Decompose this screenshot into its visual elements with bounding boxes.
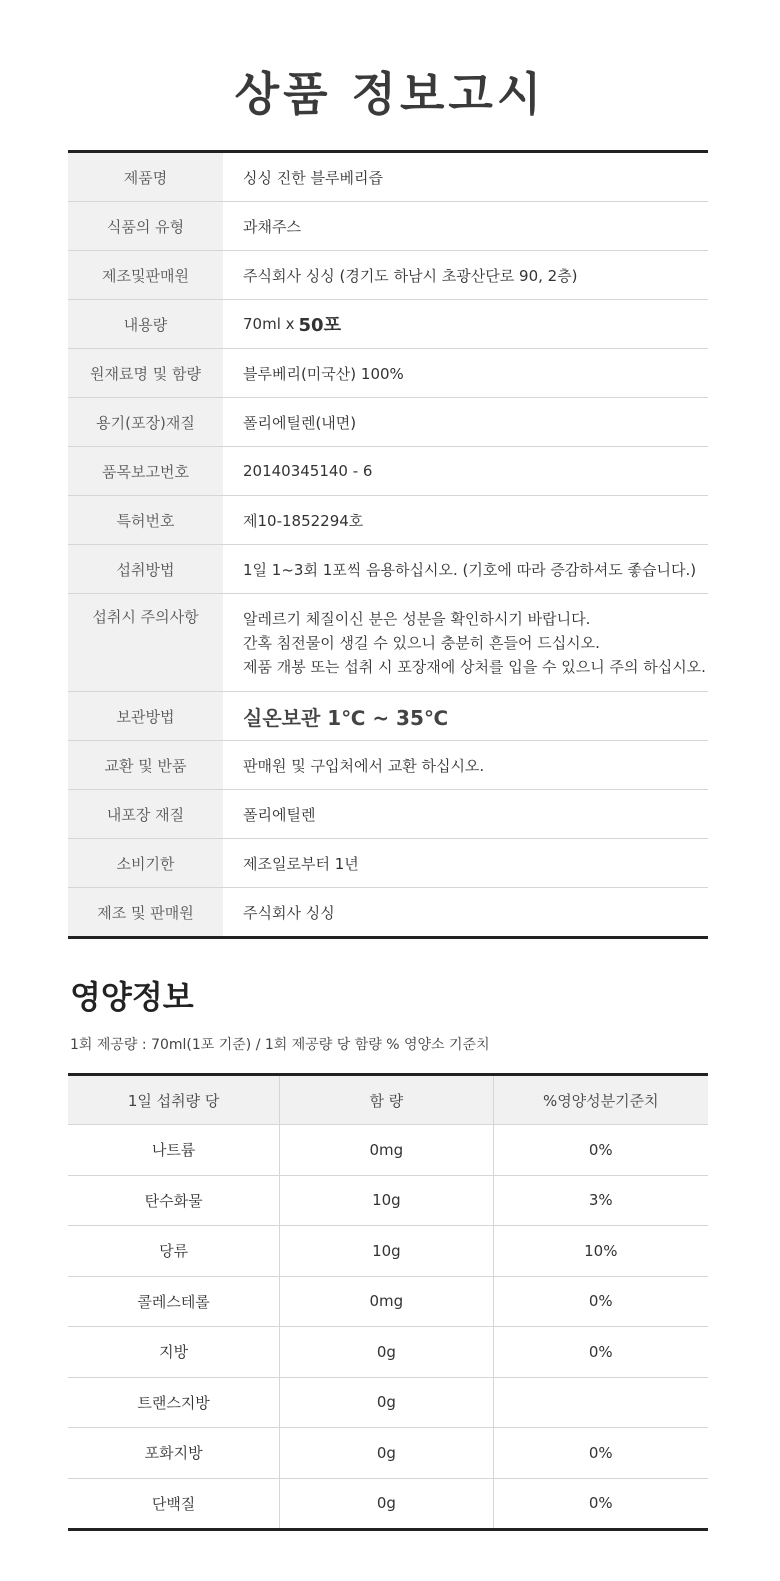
table-header-row [68, 1075, 708, 1125]
info-row [68, 398, 708, 447]
info-label: 용기(포장)재질 [68, 398, 223, 446]
nutrition-subtitle: 1회 제공량 : 70ml(1포 기준) / 1회 제공량 당 함량 % 영양소 기준치 [70, 1037, 490, 1053]
nutrient-name: 지방 [68, 1327, 280, 1378]
info-value: 블루베리(미국산) 100% [243, 364, 404, 383]
info-row [68, 839, 708, 888]
info-value: 과채주스 [243, 217, 301, 236]
table-row [68, 1276, 708, 1327]
nutrient-name: 탄수화물 [68, 1175, 280, 1226]
info-label: 제품명 [68, 153, 223, 201]
info-label: 제조및판매원 [68, 251, 223, 299]
nutrient-amount: 0g [280, 1478, 493, 1530]
info-value: 20140345140 - 6 [243, 462, 373, 480]
info-row [68, 447, 708, 496]
nutrient-name: 콜레스테롤 [68, 1276, 280, 1327]
info-row [68, 545, 708, 594]
info-row [68, 888, 708, 936]
info-label: 품목보고번호 [68, 447, 223, 495]
info-label: 섭취시 주의사항 [68, 594, 223, 691]
info-label: 소비기한 [68, 839, 223, 887]
column-header: 함 량 [280, 1075, 493, 1125]
table-row [68, 1125, 708, 1176]
info-row [68, 594, 708, 692]
info-value: 싱싱 진한 블루베리즙 [243, 168, 383, 187]
info-label: 내용량 [68, 300, 223, 348]
info-label: 식품의 유형 [68, 202, 223, 250]
info-row [68, 349, 708, 398]
table-row [68, 1428, 708, 1479]
volume-value: 70ml x [243, 315, 295, 333]
nutrient-amount: 0mg [280, 1276, 493, 1327]
info-value [223, 692, 708, 740]
product-info-table [68, 150, 708, 939]
nutrition-table [68, 1073, 708, 1531]
nutrient-amount: 0g [280, 1327, 493, 1378]
column-header: 1일 섭취량 당 [68, 1075, 280, 1125]
info-value [223, 300, 708, 348]
nutrient-amount: 0g [280, 1377, 493, 1428]
info-row [68, 496, 708, 545]
info-row [68, 300, 708, 349]
info-label: 내포장 재질 [68, 790, 223, 838]
nutrient-amount: 0mg [280, 1125, 493, 1176]
nutrient-name: 포화지방 [68, 1428, 280, 1479]
nutrient-name: 당류 [68, 1226, 280, 1277]
nutrient-amount: 10g [280, 1226, 493, 1277]
nutrient-percent: 0% [493, 1276, 708, 1327]
info-row [68, 790, 708, 839]
column-header: %영양성분기준치 [493, 1075, 708, 1125]
info-label: 섭취방법 [68, 545, 223, 593]
nutrient-percent [493, 1377, 708, 1428]
nutrient-name: 나트륨 [68, 1125, 280, 1176]
info-value [223, 594, 708, 691]
nutrient-amount: 10g [280, 1175, 493, 1226]
nutrient-percent: 3% [493, 1175, 708, 1226]
info-value: 제조일로부터 1년 [243, 854, 359, 873]
nutrient-amount: 0g [280, 1428, 493, 1479]
table-row [68, 1478, 708, 1530]
info-label: 특허번호 [68, 496, 223, 544]
info-label: 보관방법 [68, 692, 223, 740]
info-label: 교환 및 반품 [68, 741, 223, 789]
info-row [68, 153, 708, 202]
nutrient-percent: 0% [493, 1125, 708, 1176]
info-label: 원재료명 및 함량 [68, 349, 223, 397]
table-row [68, 1327, 708, 1378]
volume-count: 50포 [298, 315, 341, 336]
info-value: 판매원 및 구입처에서 교환 하십시오. [243, 756, 485, 775]
table-row [68, 1175, 708, 1226]
info-value: 주식회사 싱싱 (경기도 하남시 초광산단로 90, 2층) [243, 266, 578, 285]
info-label: 제조 및 판매원 [68, 888, 223, 936]
nutrient-percent: 0% [493, 1327, 708, 1378]
storage-value: 실온보관 1℃ ~ 35℃ [243, 705, 449, 730]
info-value: 폴리에틸렌(내면) [243, 413, 357, 432]
info-value: 1일 1~3회 1포씩 음용하십시오. (기호에 따라 증감하셔도 좋습니다.) [243, 560, 697, 579]
nutrient-percent: 10% [493, 1226, 708, 1277]
page-title: 상품 정보고시 [234, 67, 546, 121]
info-row [68, 202, 708, 251]
nutrient-percent: 0% [493, 1428, 708, 1479]
info-row [68, 692, 708, 741]
table-row [68, 1226, 708, 1277]
info-row [68, 251, 708, 300]
info-value: 제10-1852294호 [243, 511, 364, 530]
caution-line: 제품 개봉 또는 섭취 시 포장재에 상처를 입을 수 있으니 주의 하십시오. [243, 657, 706, 676]
nutrition-title: 영양정보 [70, 978, 194, 1016]
caution-line: 알레르기 체질이신 분은 성분을 확인하시기 바랍니다. [243, 609, 591, 628]
nutrient-name: 단백질 [151, 1494, 196, 1513]
info-value: 주식회사 싱싱 [243, 903, 335, 922]
table-row [68, 1377, 708, 1428]
nutrient-name: 트랜스지방 [68, 1377, 280, 1428]
info-row [68, 741, 708, 790]
nutrient-percent: 0% [493, 1478, 708, 1530]
caution-line: 간혹 침전물이 생길 수 있으니 충분히 흔들어 드십시오. [243, 633, 600, 652]
info-value: 폴리에틸렌 [243, 805, 316, 824]
